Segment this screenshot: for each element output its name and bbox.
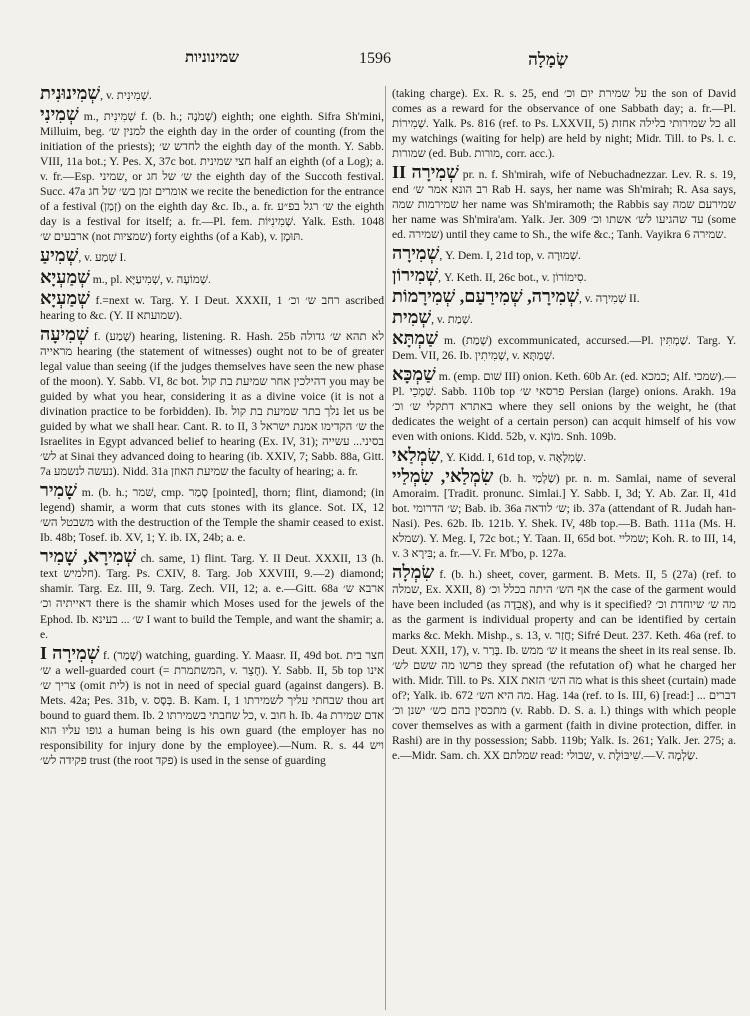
dictionary-entry [392, 562, 736, 763]
entry-definition: ch. same, 1) flint. Targ. Y. II Deut. XXXII, 13 (h. text חלמיש). Targ. Ps. CXIV, 8. Targ. Job XXVIII, 9.—2) diamond; shamir. Targ. Ez. III, 9. Targ. Zech. VII, 12; a. e.—Gitt. 68a ארבא ש׳ דאייתיה וכ׳ there is the shamir which Moses used for the jewels of the Ephod. Ib. ש׳ ... בעינא I want to build the Temple, and want the shamir; a. e. [40, 552, 384, 641]
entry-definition: pr. n. f. Sh'mirah, wife of Nebuchadnezzar. Lev. R. s. 19, end רב הונא אמר ש׳ Rab H. says, her name was Sh'mirah; R. Asa says, שמירמות שמה her name was Sh'miramoth; the Rabbis say שמירעם שמה her name was Sh'mira'am. Yalk. Jer. 309 עד שהגיעו לש׳ אשתו וכ׳ (some ed. שמירה) until they came to Sh., the wife &c.; Tanh. Vayikra 6 שמירה. [392, 168, 736, 242]
dictionary-entry [392, 306, 736, 327]
entry-definition: m. (שְׁמַת) excommunicated, accursed.—Pl. שַׁמְתִּין. Targ. Y. Dem. VII, 26. Ib. שְׁמִיתִין, v. שְׁמַתָּא. [392, 333, 736, 362]
entry-definition: , Y. Kidd. I, 61d top, v. שְׂמְלָאָה. [440, 450, 587, 464]
entry-headword: שְׁמִירָה [392, 243, 440, 264]
entry-definition: m., שְׁמִינִית f. (b. h.; שְׁמֹנָה) eighth; one eighth. Sifra Sh'mini, Milluim, beg. למנין ש׳ the eighth day in the order of counting (from the initiation of the priests); לחדש ש׳ the eighth day of the month. Y. Sabb. VIII, 11a bot.; Y. Pes. X, 37c bot. חצי שמינית half an eighth (of a Log); a. v. fr.—Esp. שמיני, or ש׳ של חג the eighth day of the Succoth festival. Succ. 47a אומרים זמן בש׳ של חג we recite the benediction for the entrance of a festival (זְמַן) on the eighth day &c. Ib., a. fr. ש׳ רגל בפ״ע the eighth day is a festival for itself; a. fr.—Pl. fem. שְׁמִינִיּוֹת. Yalk. Esth. 1048 ארבעים ש׳ (not שמציות) forty eighths (of a Kab), v. תּוּמָן. [40, 110, 384, 244]
dictionary-entry [40, 642, 384, 768]
entry-headword: שְׁמִירָה, שְׁמִירַעַם, שְׁמִירָמוֹת [392, 285, 579, 306]
entry-definition: m. (b. h.; שׁמר, cmp. סָמַר [pointed], thorn; flint, diamond; (in legend) shamir, a worm that cuts stones with its glance. Sot. IX, 12 משבטל הש׳ with the destruction of the Temple the shamir ceased to exist. Ib. 48b; Tosef. ib. XV, 1; Y. ib. IX, 24b; a. e. [40, 486, 384, 545]
dictionary-entry [392, 285, 736, 306]
entry-definition: (b. h. שַׂלְמַי) pr. n. m. Samlai, name of several Amoraim. [Tradit. pronunc. Simlai.] Y. Sabb. I, 3d; Y. Ab. Zar. II, 41d bot. ש׳ הדרומי; Bab. ib. 36a ש׳ לודאה; ib. 37a (attendant of R. Judah han-Nasi). Pes. 62b. Ib. 121b. Y. Shek. IV, 48b top.—B. Bath. 111a (Ms. H. שמלא). Y. Meg. I, 72c bot.; Y. Taan. II, 65d bot. שמליי; Koh. R. to III, 14, v. בִּירָא 3; a. fr.—V. Fr. M'bo, p. 127a. [392, 472, 736, 561]
entry-definition: f. (שָׁמַע) hearing, listening. R. Hash. 25b לא תהא ש׳ גדולה מראייה hearing (the statement of witnesses) ought not to be of greater legal value than seeing (if the judges themselves have seen the new phase of the moon). Y. Sabb. VI, 8c bot. דהילכין אחר שמיעת בת קול you may be guided by what you hear, considering it as a divine voice (it is not a divination practice to be forbidden). Ib. נלך בתר שמיעת בת קול let us be guided by what we shall hear. Cant. R. to II, 3 ש׳ הקדימו אמנת ישראל the Israelites in Egypt advanced belief to hearing (Ex. IV, 31); בסיני... עשייה לש׳ at Sinai they advanced doing to hearing (ib. XXIV, 7; Sabb. 88a, Gitt. 7a נעשה לנשמע). Nidd. 31a שמיעת האוזן the faculty of hearing; a. fr. [40, 329, 384, 479]
page-number: 1596 [359, 50, 391, 67]
dictionary-entry [40, 546, 384, 641]
entry-headword: שְׁמַעְיָא [40, 266, 90, 287]
entry-headword: שַׁמְתָּא [392, 327, 438, 348]
entry-definition: , v. שְׁמִירָה II. [578, 291, 640, 305]
entry-definition: , v. שְׁמַע I. [78, 251, 127, 265]
dictionary-entry [40, 266, 384, 287]
running-header [0, 50, 750, 76]
entry-definition: m., pl. שְׁמִיעַיָּא, v. שְׁמוֹעָה. [89, 272, 211, 286]
entry-definition: f. (שָׁמַר) watching, guarding. Y. Maasr. II, 49d bot. חצר בית ש׳ a well-guarded court (= המשתמרת, v. חָצֵר). Y. Sabb. II, 5b top אינו צריך ש׳ (omit לית) is not in need of special guard (against dangers). B. Mets. 42a; Pes. 31b, v. בְּסָס. B. Kam. I, 1 שבחתי עליך לשמירתו thou art bound to guard them. Ib. 2 כל שחבתי בשמירתו, v. חוב h. Ib. 4a אדם שמירת גופו עליו הוא a human being is his own guard (the employer has no responsibility for injury done by the employee).—Num. R. s. 44 ויש פקידה לש׳ trust (the root פקד) is used in the sense of guarding [40, 648, 384, 767]
entry-definition: m. (emp. שׁום III) onion. Keth. 60b Ar. (ed. כמכא; Alf. שמכי).—Pl. שַׁמְכֵי. Sabb. 110b top פרסאי ש׳ Persian (large) onions. Arakh. 19a באתרא דתקלי ש׳ וכ׳ where they sell onions by the weight, he (that dedicates the weight of a certain person) can acquit himself of his vow even with onions. Kidd. 52b, v. מוֹנָא. Snh. 109b. [392, 369, 736, 443]
dictionary-entry [40, 323, 384, 479]
entry-headword: שְׁמִיעַ [40, 245, 79, 266]
dictionary-entry [392, 327, 736, 363]
header-right-catchword: שְׂמָלָה [528, 50, 568, 69]
entry-headword: שְׁמִינִי [40, 104, 79, 125]
dictionary-entry [392, 466, 736, 561]
entry-headword: שָׁמִיר [40, 480, 77, 501]
entry-headword: שִׂמְלַאי, שִׂמְלַיי [392, 466, 494, 487]
entry-headword: שְׁמִירוֹן [392, 264, 439, 285]
dictionary-entry [392, 444, 736, 465]
dictionary-entry [40, 86, 384, 103]
entry-definition: f. (b. h.) sheet, cover, garment. B. Mets. II, 5 (27a) (ref. to שמלה, Ex. XXII, 8) אף הש׳ היתה בכלל וכ׳ the case of the garment would have been included (as אֲבֵדָה), and why is it specified? מה ש׳ שיוחדת וכ׳ as the garment is individual property and can be identified by certain marks &c. Mekh. Mishp., s. 13, v. חֲזַר; Sifré Deut. 237. Keth. 46a (ref. to Deut. XXII, 17), v. בָּרַר. Ib. ש׳ ממש it means the sheet in its real sense. Ib. פרשו מה ששם לש׳ they spread (the refutation of) what he charged her with. Midr. Till. to Ps. XIX מה הש׳ הזאת what is this sheet (curtain) made of?; Yalk. ib. 672 מה היא הש׳. Hag. 14a (ref. to Is. III, 6) [read:] דברים ... מתכסין בהם כש׳ ישנן וכ׳ (v. Rabb. D. S. a. l.) things with which people cover themselves as with a garment (faith in divine protection, differ. in Rashi) are in thy possession; Sabb. 119b; Yalk. Is. 261; Yalk. Jer. 275; a. e.—Midr. Sam. ch. XX שמלתם read: שבולי, v. שִׁיבּוֹלֶת.—V. שַׂלְמָה. [392, 568, 736, 762]
entry-headword: שְׁמִית [392, 306, 432, 327]
entry-headword: שַׁמְכָּא [392, 363, 436, 384]
dictionary-entry [392, 86, 736, 161]
entry-definition: , v. שְׁמַת. [431, 312, 473, 326]
header-left-catchword: שמינוניות [185, 50, 239, 66]
dictionary-entry [392, 363, 736, 444]
column-divider [385, 86, 386, 1010]
entry-definition: , Y. Dem. I, 21d top, v. שְׁמוּרָה. [439, 249, 581, 263]
entry-headword: שְׁמִינוּנִית [40, 86, 101, 103]
entry-definition: , Y. Keth. II, 26c bot., v. סִימוֹרוֹן. [438, 270, 587, 284]
entry-definition: f.=next w. Targ. Y. I Deut. XXXII, 1 רחב ש׳ וכ׳ ascribed hearing to &c. (Y. II שמועתא). [40, 293, 384, 322]
dictionary-entry [392, 162, 736, 242]
entry-definition: (taking charge). Ex. R. s. 25, end על שמירת יום וכ׳ the son of David comes as a reward for the observance of one Sabbath day; a. fr.—Pl. שְׁמִירוֹת. Yalk. Ps. 816 (ref. to Ps. LXXVII, 5) כל שמירותי בלילה אחזת all my watchings (waiting for help) are held by night; Midr. Till. to Ps. l. c. שמורות (ed. Bub. מורות, corr. acc.). [392, 87, 736, 161]
dictionary-entry [392, 264, 736, 285]
entry-headword: שְׁמִיעָה [40, 323, 89, 344]
entry-headword: שְׁמַעְיָא [40, 287, 90, 308]
dictionary-entry [392, 243, 736, 264]
entry-headword: שְׁמִירָא, שָׁמִיר [40, 546, 137, 567]
dictionary-entry [40, 480, 384, 545]
entry-headword: שְׁמִירָה II [392, 162, 459, 183]
left-column [40, 86, 384, 1011]
right-column [392, 86, 736, 1011]
dictionary-entry [40, 287, 384, 323]
entry-definition: , v. שְׁמִינִית. [100, 89, 152, 102]
entry-headword: שִׂמְלָה [392, 562, 435, 583]
dictionary-entry [40, 245, 384, 266]
entry-headword: שִׂמְלַאי [392, 444, 441, 465]
dictionary-entry [40, 104, 384, 244]
entry-headword: שְׁמִירָה I [40, 642, 100, 663]
